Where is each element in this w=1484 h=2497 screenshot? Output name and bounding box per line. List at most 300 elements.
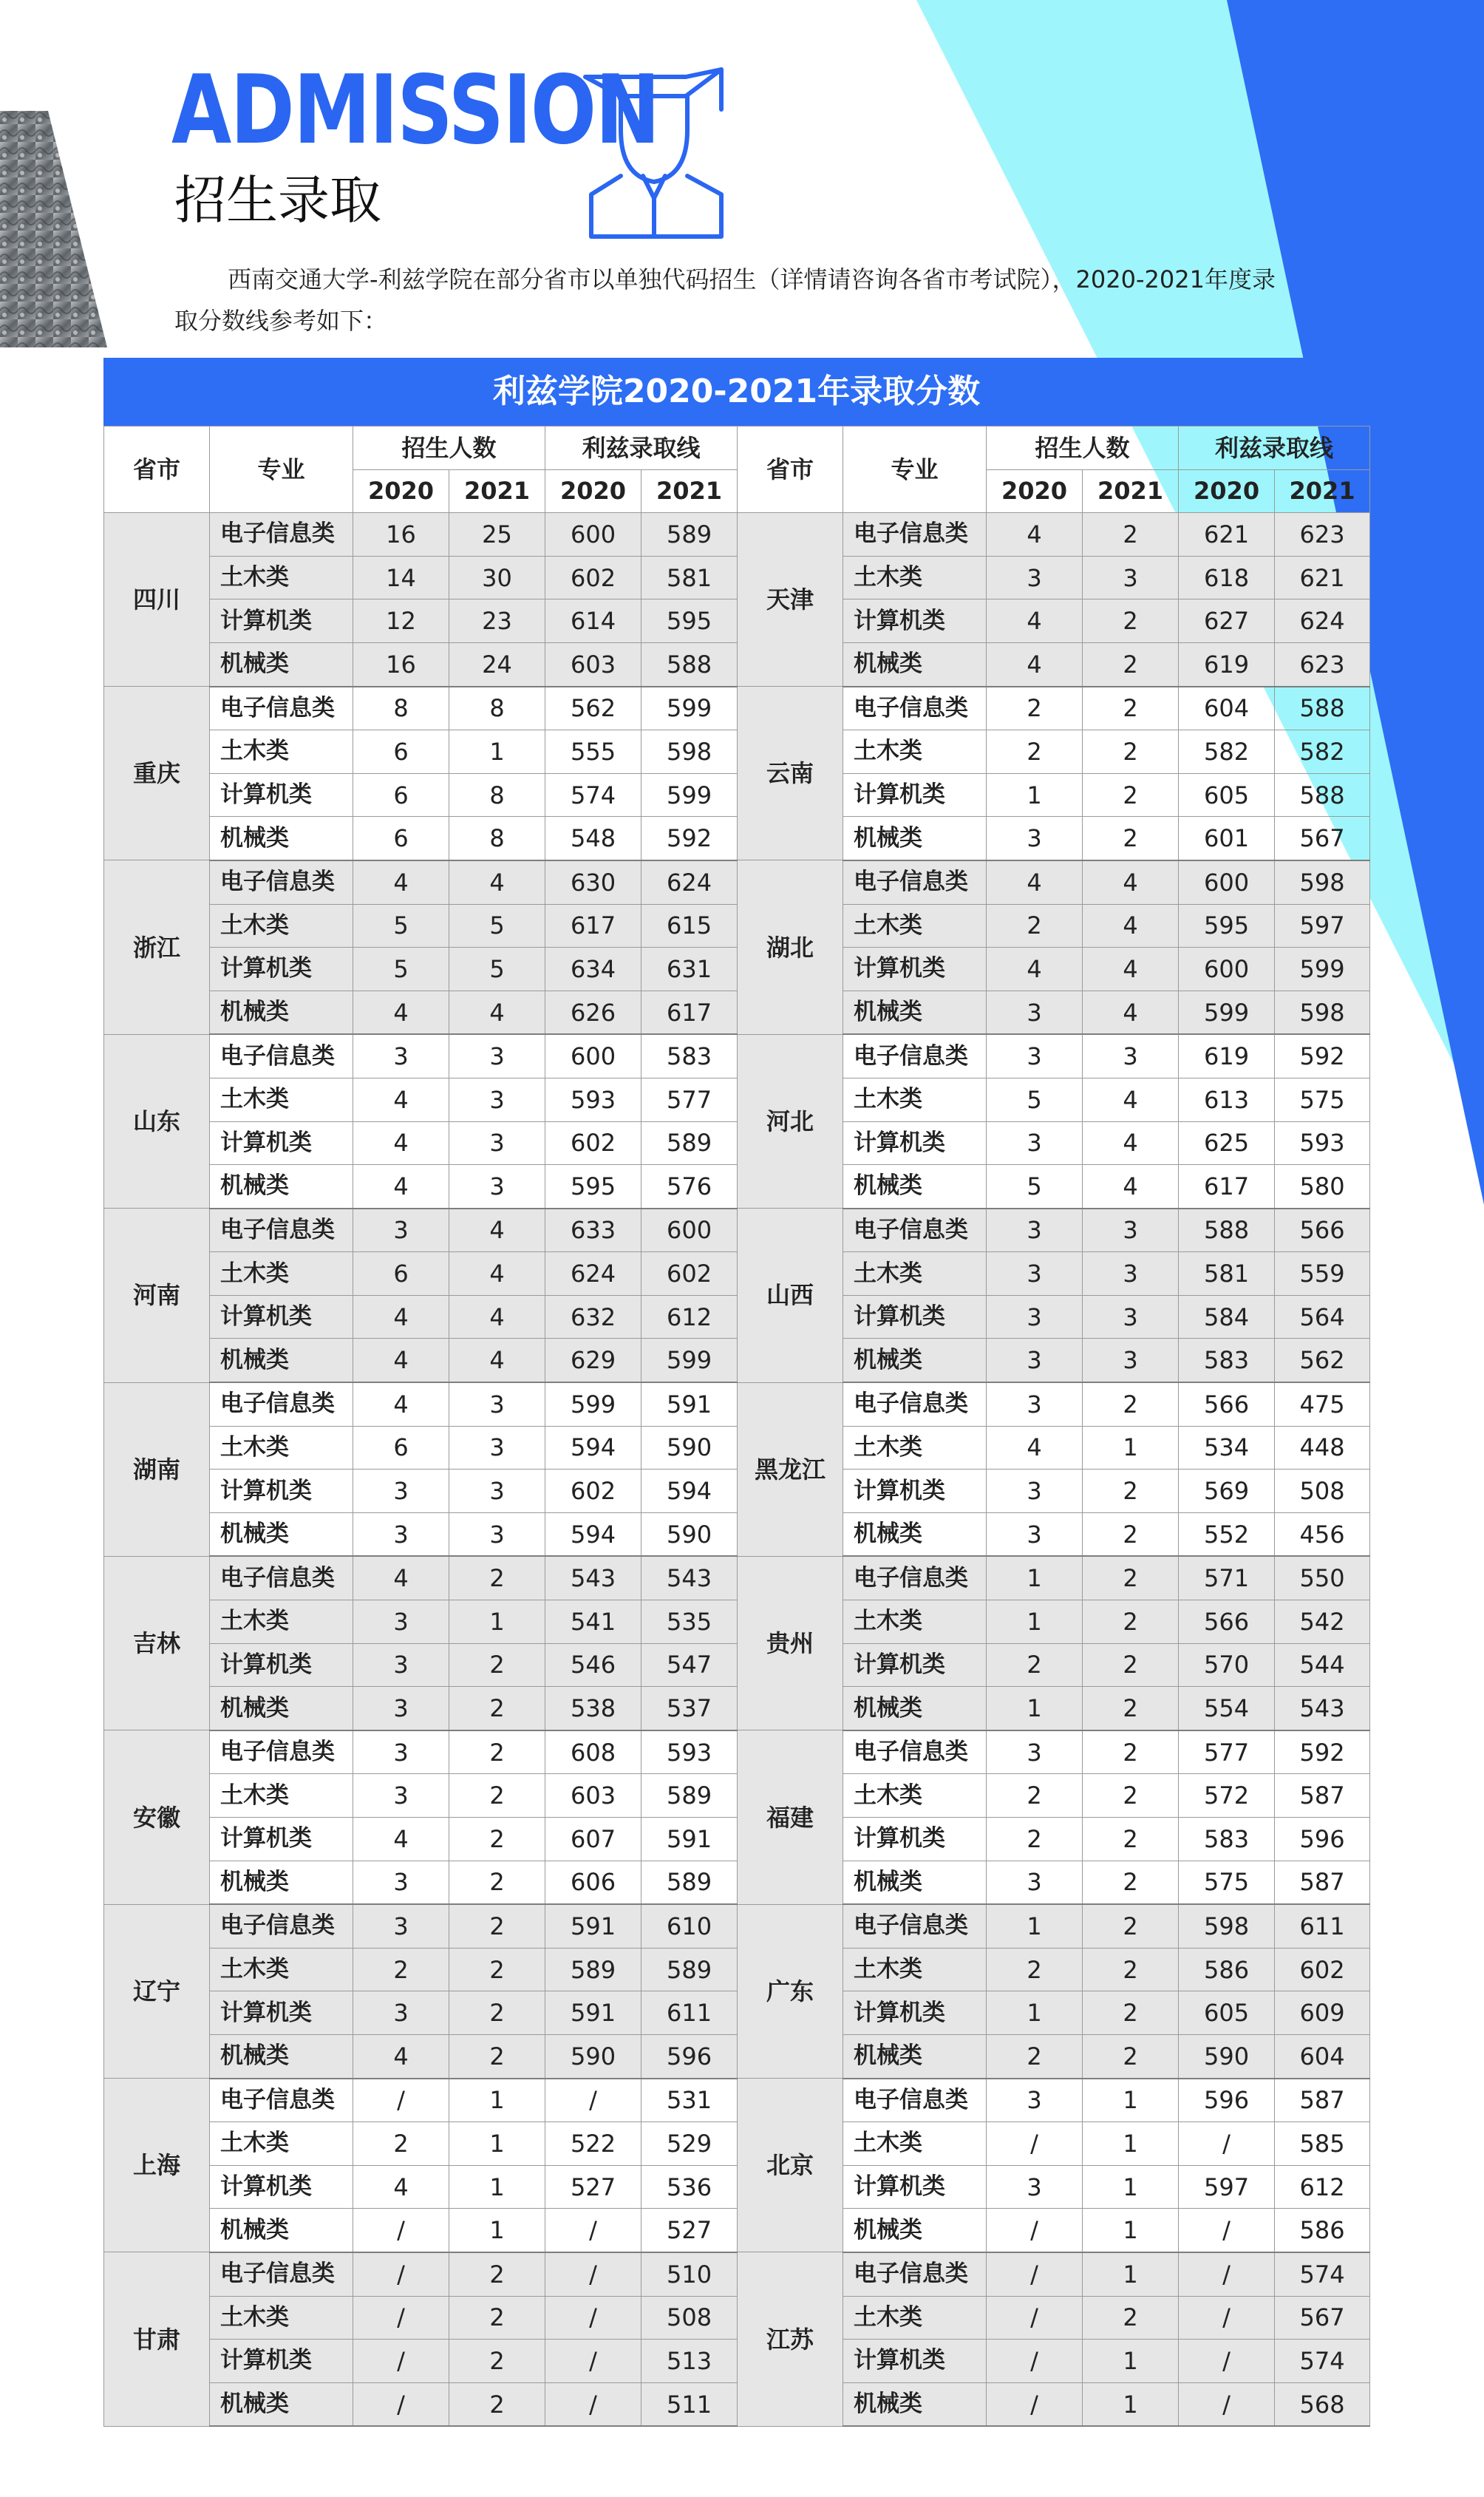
province-cell: 广东 bbox=[738, 1904, 843, 2078]
major-cell: 土木类 bbox=[843, 2296, 987, 2340]
value-cell: 544 bbox=[1275, 1643, 1370, 1687]
value-cell: 1 bbox=[449, 2209, 545, 2252]
value-cell: 632 bbox=[545, 1295, 641, 1339]
value-cell: 475 bbox=[1275, 1382, 1370, 1426]
value-cell: / bbox=[353, 2252, 449, 2296]
value-cell: 3 bbox=[353, 1991, 449, 2035]
province-cell: 湖北 bbox=[738, 860, 843, 1034]
value-cell: 564 bbox=[1275, 1295, 1370, 1339]
major-cell: 机械类 bbox=[843, 817, 987, 860]
year-2021: 2021 bbox=[1083, 469, 1179, 513]
value-cell: 625 bbox=[1179, 1121, 1275, 1165]
value-cell: 4 bbox=[1083, 1078, 1179, 1121]
table-row bbox=[104, 1556, 1370, 1600]
value-cell: 634 bbox=[545, 948, 641, 991]
province-cell: 北京 bbox=[738, 2079, 843, 2252]
value-cell: 14 bbox=[353, 556, 449, 599]
value-cell: 1 bbox=[1083, 2122, 1179, 2166]
table-row bbox=[104, 513, 1370, 557]
value-cell: 4 bbox=[449, 1252, 545, 1296]
value-cell: 527 bbox=[641, 2209, 738, 2252]
value-cell: 4 bbox=[353, 1339, 449, 1382]
value-cell: 567 bbox=[1275, 2296, 1370, 2340]
value-cell: 2 bbox=[1083, 1382, 1179, 1426]
value-cell: 1 bbox=[987, 1600, 1083, 1644]
value-cell: 543 bbox=[1275, 1687, 1370, 1730]
major-cell: 计算机类 bbox=[843, 1818, 987, 1861]
value-cell: 2 bbox=[1083, 1861, 1179, 1904]
value-cell: 2 bbox=[1083, 513, 1179, 557]
table-row bbox=[104, 2296, 1370, 2340]
value-cell: 589 bbox=[641, 1948, 738, 1991]
value-cell: 2 bbox=[1083, 730, 1179, 774]
table-row bbox=[104, 2382, 1370, 2426]
value-cell: / bbox=[1179, 2122, 1275, 2166]
value-cell: 575 bbox=[1275, 1078, 1370, 1121]
table-row bbox=[104, 1252, 1370, 1296]
major-cell: 电子信息类 bbox=[210, 2079, 353, 2122]
value-cell: 30 bbox=[449, 556, 545, 599]
value-cell: 581 bbox=[1179, 1252, 1275, 1296]
value-cell: 3 bbox=[449, 1034, 545, 1078]
value-cell: 2 bbox=[449, 2382, 545, 2426]
value-cell: 599 bbox=[1275, 948, 1370, 991]
value-cell: 5 bbox=[449, 904, 545, 948]
major-cell: 计算机类 bbox=[843, 773, 987, 817]
value-cell: 559 bbox=[1275, 1252, 1370, 1296]
value-cell: 4 bbox=[1083, 948, 1179, 991]
major-cell: 机械类 bbox=[843, 642, 987, 686]
value-cell: 585 bbox=[1275, 2122, 1370, 2166]
value-cell: 583 bbox=[641, 1034, 738, 1078]
value-cell: 3 bbox=[449, 1078, 545, 1121]
col-major: 专业 bbox=[843, 427, 987, 513]
value-cell: 572 bbox=[1179, 1774, 1275, 1818]
value-cell: 602 bbox=[545, 1470, 641, 1513]
value-cell: 2 bbox=[1083, 1470, 1179, 1513]
value-cell: 6 bbox=[353, 730, 449, 774]
province-cell: 吉林 bbox=[104, 1556, 210, 1730]
value-cell: / bbox=[1179, 2209, 1275, 2252]
value-cell: 3 bbox=[353, 1774, 449, 1818]
major-cell: 土木类 bbox=[210, 1774, 353, 1818]
value-cell: 541 bbox=[545, 1600, 641, 1644]
value-cell: 566 bbox=[1179, 1600, 1275, 1644]
major-cell: 电子信息类 bbox=[210, 513, 353, 557]
value-cell: 587 bbox=[1275, 2079, 1370, 2122]
value-cell: 630 bbox=[545, 860, 641, 904]
province-cell: 四川 bbox=[104, 513, 210, 687]
value-cell: 3 bbox=[449, 1470, 545, 1513]
value-cell: 2 bbox=[449, 1687, 545, 1730]
value-cell: 1 bbox=[449, 730, 545, 774]
value-cell: 623 bbox=[1275, 513, 1370, 557]
value-cell: 2 bbox=[1083, 1556, 1179, 1600]
value-cell: 590 bbox=[641, 1426, 738, 1470]
value-cell: 602 bbox=[545, 1121, 641, 1165]
value-cell: 606 bbox=[545, 1861, 641, 1904]
major-cell: 土木类 bbox=[843, 1948, 987, 1991]
value-cell: 3 bbox=[1083, 1295, 1179, 1339]
value-cell: 25 bbox=[449, 513, 545, 557]
value-cell: 3 bbox=[987, 817, 1083, 860]
value-cell: 588 bbox=[1275, 773, 1370, 817]
value-cell: 600 bbox=[641, 1209, 738, 1252]
value-cell: 2 bbox=[449, 1774, 545, 1818]
value-cell: 617 bbox=[545, 904, 641, 948]
major-cell: 土木类 bbox=[210, 1252, 353, 1296]
header-row-1 bbox=[104, 427, 1370, 470]
value-cell: 574 bbox=[545, 773, 641, 817]
value-cell: 2 bbox=[987, 730, 1083, 774]
value-cell: / bbox=[545, 2382, 641, 2426]
value-cell: 23 bbox=[449, 599, 545, 643]
value-cell: 2 bbox=[449, 2340, 545, 2383]
value-cell: 4 bbox=[449, 860, 545, 904]
value-cell: 575 bbox=[1179, 1861, 1275, 1904]
value-cell: 600 bbox=[1179, 948, 1275, 991]
major-cell: 土木类 bbox=[843, 1426, 987, 1470]
major-cell: 土木类 bbox=[843, 904, 987, 948]
major-cell: 土木类 bbox=[210, 1426, 353, 1470]
major-cell: 计算机类 bbox=[843, 948, 987, 991]
value-cell: 597 bbox=[1275, 904, 1370, 948]
value-cell: 567 bbox=[1275, 817, 1370, 860]
value-cell: / bbox=[987, 2340, 1083, 2383]
value-cell: 598 bbox=[1275, 991, 1370, 1034]
table-row bbox=[104, 2252, 1370, 2296]
table-row bbox=[104, 642, 1370, 686]
value-cell: 1 bbox=[1083, 2079, 1179, 2122]
table-row bbox=[104, 1818, 1370, 1861]
province-cell: 云南 bbox=[738, 687, 843, 860]
value-cell: 4 bbox=[1083, 1121, 1179, 1165]
value-cell: 598 bbox=[641, 730, 738, 774]
value-cell: 605 bbox=[1179, 1991, 1275, 2035]
value-cell: / bbox=[987, 2209, 1083, 2252]
major-cell: 计算机类 bbox=[843, 1470, 987, 1513]
value-cell: 589 bbox=[641, 513, 738, 557]
value-cell: 534 bbox=[1179, 1426, 1275, 1470]
major-cell: 机械类 bbox=[210, 2382, 353, 2426]
score-grid bbox=[103, 426, 1370, 2427]
value-cell: 3 bbox=[1083, 1209, 1179, 1252]
year-2020: 2020 bbox=[987, 469, 1083, 513]
major-cell: 土木类 bbox=[843, 2122, 987, 2166]
value-cell: 3 bbox=[353, 1034, 449, 1078]
value-cell: 4 bbox=[987, 948, 1083, 991]
value-cell: 624 bbox=[1275, 599, 1370, 643]
value-cell: 629 bbox=[545, 1339, 641, 1382]
table-row bbox=[104, 1730, 1370, 1774]
value-cell: 633 bbox=[545, 1209, 641, 1252]
value-cell: 4 bbox=[353, 1165, 449, 1209]
table-row bbox=[104, 730, 1370, 774]
major-cell: 机械类 bbox=[843, 1861, 987, 1904]
major-cell: 机械类 bbox=[210, 991, 353, 1034]
value-cell: 2 bbox=[449, 1556, 545, 1600]
major-cell: 土木类 bbox=[843, 556, 987, 599]
value-cell: 24 bbox=[449, 642, 545, 686]
major-cell: 机械类 bbox=[843, 2034, 987, 2078]
value-cell: 599 bbox=[641, 687, 738, 730]
admission-subtitle: 招生录取 bbox=[174, 170, 381, 231]
table-title: 利兹学院2020-2021年录取分数 bbox=[103, 358, 1369, 426]
value-cell: 3 bbox=[353, 1512, 449, 1556]
value-cell: 595 bbox=[641, 599, 738, 643]
table-row bbox=[104, 2122, 1370, 2166]
year-2020: 2020 bbox=[545, 469, 641, 513]
major-cell: 机械类 bbox=[210, 1165, 353, 1209]
province-cell: 安徽 bbox=[104, 1730, 210, 1904]
major-cell: 机械类 bbox=[843, 1165, 987, 1209]
value-cell: 4 bbox=[987, 599, 1083, 643]
value-cell: 576 bbox=[641, 1165, 738, 1209]
major-cell: 土木类 bbox=[210, 730, 353, 774]
value-cell: 4 bbox=[1083, 860, 1179, 904]
value-cell: / bbox=[353, 2209, 449, 2252]
value-cell: 604 bbox=[1179, 687, 1275, 730]
value-cell: 3 bbox=[987, 1339, 1083, 1382]
major-cell: 机械类 bbox=[210, 2034, 353, 2078]
value-cell: / bbox=[987, 2382, 1083, 2426]
value-cell: 3 bbox=[987, 1295, 1083, 1339]
value-cell: 618 bbox=[1179, 556, 1275, 599]
value-cell: 3 bbox=[449, 1382, 545, 1426]
value-cell: 1 bbox=[449, 1600, 545, 1644]
value-cell: 4 bbox=[353, 1295, 449, 1339]
major-cell: 计算机类 bbox=[210, 1643, 353, 1687]
value-cell: 3 bbox=[987, 2165, 1083, 2209]
value-cell: 562 bbox=[1275, 1339, 1370, 1382]
value-cell: 2 bbox=[449, 1861, 545, 1904]
table-row bbox=[104, 1861, 1370, 1904]
major-cell: 机械类 bbox=[843, 1687, 987, 1730]
value-cell: 626 bbox=[545, 991, 641, 1034]
value-cell: 588 bbox=[1179, 1209, 1275, 1252]
graduate-cap-icon bbox=[576, 65, 739, 242]
value-cell: 4 bbox=[449, 991, 545, 1034]
value-cell: 6 bbox=[353, 817, 449, 860]
value-cell: 612 bbox=[641, 1295, 738, 1339]
value-cell: 3 bbox=[987, 1861, 1083, 1904]
value-cell: 594 bbox=[545, 1512, 641, 1556]
major-cell: 电子信息类 bbox=[843, 860, 987, 904]
value-cell: 3 bbox=[353, 1730, 449, 1774]
value-cell: 1 bbox=[987, 773, 1083, 817]
value-cell: 603 bbox=[545, 642, 641, 686]
table-row bbox=[104, 1078, 1370, 1121]
value-cell: 5 bbox=[987, 1078, 1083, 1121]
value-cell: 2 bbox=[1083, 773, 1179, 817]
value-cell: 6 bbox=[353, 1252, 449, 1296]
value-cell: 6 bbox=[353, 1426, 449, 1470]
value-cell: 2 bbox=[449, 1818, 545, 1861]
value-cell: 546 bbox=[545, 1643, 641, 1687]
table-row bbox=[104, 991, 1370, 1034]
value-cell: 588 bbox=[1275, 687, 1370, 730]
value-cell: 619 bbox=[1179, 1034, 1275, 1078]
value-cell: / bbox=[545, 2252, 641, 2296]
major-cell: 土木类 bbox=[210, 1948, 353, 1991]
value-cell: / bbox=[545, 2296, 641, 2340]
major-cell: 电子信息类 bbox=[843, 1382, 987, 1426]
admission-title: ADMISSION bbox=[171, 55, 659, 166]
table-row bbox=[104, 773, 1370, 817]
value-cell: 4 bbox=[1083, 991, 1179, 1034]
value-cell: 4 bbox=[353, 1121, 449, 1165]
value-cell: 3 bbox=[987, 1512, 1083, 1556]
value-cell: 2 bbox=[449, 2034, 545, 2078]
value-cell: 2 bbox=[1083, 599, 1179, 643]
value-cell: 538 bbox=[545, 1687, 641, 1730]
value-cell: 577 bbox=[1179, 1730, 1275, 1774]
value-cell: 1 bbox=[1083, 2165, 1179, 2209]
value-cell: 456 bbox=[1275, 1512, 1370, 1556]
value-cell: 2 bbox=[1083, 2296, 1179, 2340]
value-cell: 2 bbox=[987, 2034, 1083, 2078]
major-cell: 计算机类 bbox=[210, 1121, 353, 1165]
value-cell: 581 bbox=[641, 556, 738, 599]
major-cell: 机械类 bbox=[210, 817, 353, 860]
value-cell: 611 bbox=[1275, 1904, 1370, 1948]
value-cell: 513 bbox=[641, 2340, 738, 2383]
col-enroll: 招生人数 bbox=[353, 427, 545, 470]
value-cell: 602 bbox=[641, 1252, 738, 1296]
table-row bbox=[104, 1774, 1370, 1818]
value-cell: 1 bbox=[1083, 2252, 1179, 2296]
table-row bbox=[104, 2034, 1370, 2078]
table-row bbox=[104, 1165, 1370, 1209]
table-row bbox=[104, 1121, 1370, 1165]
major-cell: 机械类 bbox=[843, 1339, 987, 1382]
value-cell: 566 bbox=[1179, 1382, 1275, 1426]
value-cell: 4 bbox=[353, 1556, 449, 1600]
table-row bbox=[104, 860, 1370, 904]
major-cell: 计算机类 bbox=[843, 599, 987, 643]
value-cell: / bbox=[545, 2209, 641, 2252]
province-cell: 甘肃 bbox=[104, 2252, 210, 2426]
table-row bbox=[104, 1470, 1370, 1513]
province-cell: 湖南 bbox=[104, 1382, 210, 1556]
col-score: 利兹录取线 bbox=[1179, 427, 1370, 470]
value-cell: 4 bbox=[987, 513, 1083, 557]
value-cell: 2 bbox=[449, 1643, 545, 1687]
value-cell: 583 bbox=[1179, 1339, 1275, 1382]
table-row bbox=[104, 1600, 1370, 1644]
value-cell: 547 bbox=[641, 1643, 738, 1687]
province-cell: 山东 bbox=[104, 1034, 210, 1208]
major-cell: 电子信息类 bbox=[210, 860, 353, 904]
value-cell: / bbox=[545, 2340, 641, 2383]
value-cell: 602 bbox=[545, 556, 641, 599]
value-cell: 1 bbox=[1083, 2340, 1179, 2383]
value-cell: 2 bbox=[353, 2122, 449, 2166]
value-cell: 2 bbox=[1083, 687, 1179, 730]
value-cell: 617 bbox=[1179, 1165, 1275, 1209]
value-cell: 537 bbox=[641, 1687, 738, 1730]
value-cell: 522 bbox=[545, 2122, 641, 2166]
table-row bbox=[104, 1904, 1370, 1948]
value-cell: 610 bbox=[641, 1904, 738, 1948]
major-cell: 计算机类 bbox=[210, 1818, 353, 1861]
col-enroll: 招生人数 bbox=[987, 427, 1179, 470]
value-cell: 4 bbox=[353, 2034, 449, 2078]
major-cell: 计算机类 bbox=[843, 1295, 987, 1339]
value-cell: 4 bbox=[353, 1818, 449, 1861]
value-cell: 587 bbox=[1275, 1774, 1370, 1818]
value-cell: 4 bbox=[449, 1339, 545, 1382]
value-cell: 596 bbox=[641, 2034, 738, 2078]
value-cell: 543 bbox=[545, 1556, 641, 1600]
value-cell: 531 bbox=[641, 2079, 738, 2122]
major-cell: 电子信息类 bbox=[210, 1730, 353, 1774]
value-cell: 3 bbox=[987, 1121, 1083, 1165]
value-cell: 623 bbox=[1275, 642, 1370, 686]
major-cell: 计算机类 bbox=[843, 2165, 987, 2209]
value-cell: 592 bbox=[1275, 1034, 1370, 1078]
value-cell: 550 bbox=[1275, 1556, 1370, 1600]
value-cell: 621 bbox=[1179, 513, 1275, 557]
major-cell: 土木类 bbox=[210, 2296, 353, 2340]
value-cell: 3 bbox=[353, 1904, 449, 1948]
value-cell: 4 bbox=[449, 1209, 545, 1252]
value-cell: 3 bbox=[987, 1470, 1083, 1513]
value-cell: 2 bbox=[1083, 642, 1179, 686]
major-cell: 土木类 bbox=[210, 556, 353, 599]
province-cell: 上海 bbox=[104, 2079, 210, 2252]
value-cell: 566 bbox=[1275, 1209, 1370, 1252]
value-cell: 582 bbox=[1275, 730, 1370, 774]
value-cell: / bbox=[353, 2340, 449, 2383]
major-cell: 土木类 bbox=[843, 1078, 987, 1121]
value-cell: 584 bbox=[1179, 1295, 1275, 1339]
value-cell: 591 bbox=[641, 1382, 738, 1426]
value-cell: / bbox=[353, 2296, 449, 2340]
value-cell: 599 bbox=[1179, 991, 1275, 1034]
province-cell: 浙江 bbox=[104, 860, 210, 1034]
value-cell: 2 bbox=[353, 1948, 449, 1991]
table-row bbox=[104, 817, 1370, 860]
table-row bbox=[104, 1948, 1370, 1991]
major-cell: 计算机类 bbox=[210, 1295, 353, 1339]
value-cell: 2 bbox=[987, 1643, 1083, 1687]
table-row bbox=[104, 1991, 1370, 2035]
value-cell: 590 bbox=[545, 2034, 641, 2078]
value-cell: 599 bbox=[641, 773, 738, 817]
value-cell: 3 bbox=[987, 1382, 1083, 1426]
value-cell: 562 bbox=[545, 687, 641, 730]
value-cell: 594 bbox=[545, 1426, 641, 1470]
value-cell: 4 bbox=[987, 1426, 1083, 1470]
value-cell: 598 bbox=[1179, 1904, 1275, 1948]
value-cell: 3 bbox=[449, 1512, 545, 1556]
value-cell: 593 bbox=[641, 1730, 738, 1774]
value-cell: 3 bbox=[987, 2079, 1083, 2122]
value-cell: 3 bbox=[987, 991, 1083, 1034]
major-cell: 机械类 bbox=[843, 2382, 987, 2426]
value-cell: 596 bbox=[1179, 2079, 1275, 2122]
major-cell: 电子信息类 bbox=[210, 1556, 353, 1600]
major-cell: 计算机类 bbox=[210, 948, 353, 991]
value-cell: 2 bbox=[1083, 1904, 1179, 1948]
value-cell: 591 bbox=[641, 1818, 738, 1861]
table-row bbox=[104, 1382, 1370, 1426]
value-cell: 3 bbox=[353, 1470, 449, 1513]
major-cell: 土木类 bbox=[210, 1600, 353, 1644]
table-row bbox=[104, 1512, 1370, 1556]
value-cell: 2 bbox=[1083, 1730, 1179, 1774]
